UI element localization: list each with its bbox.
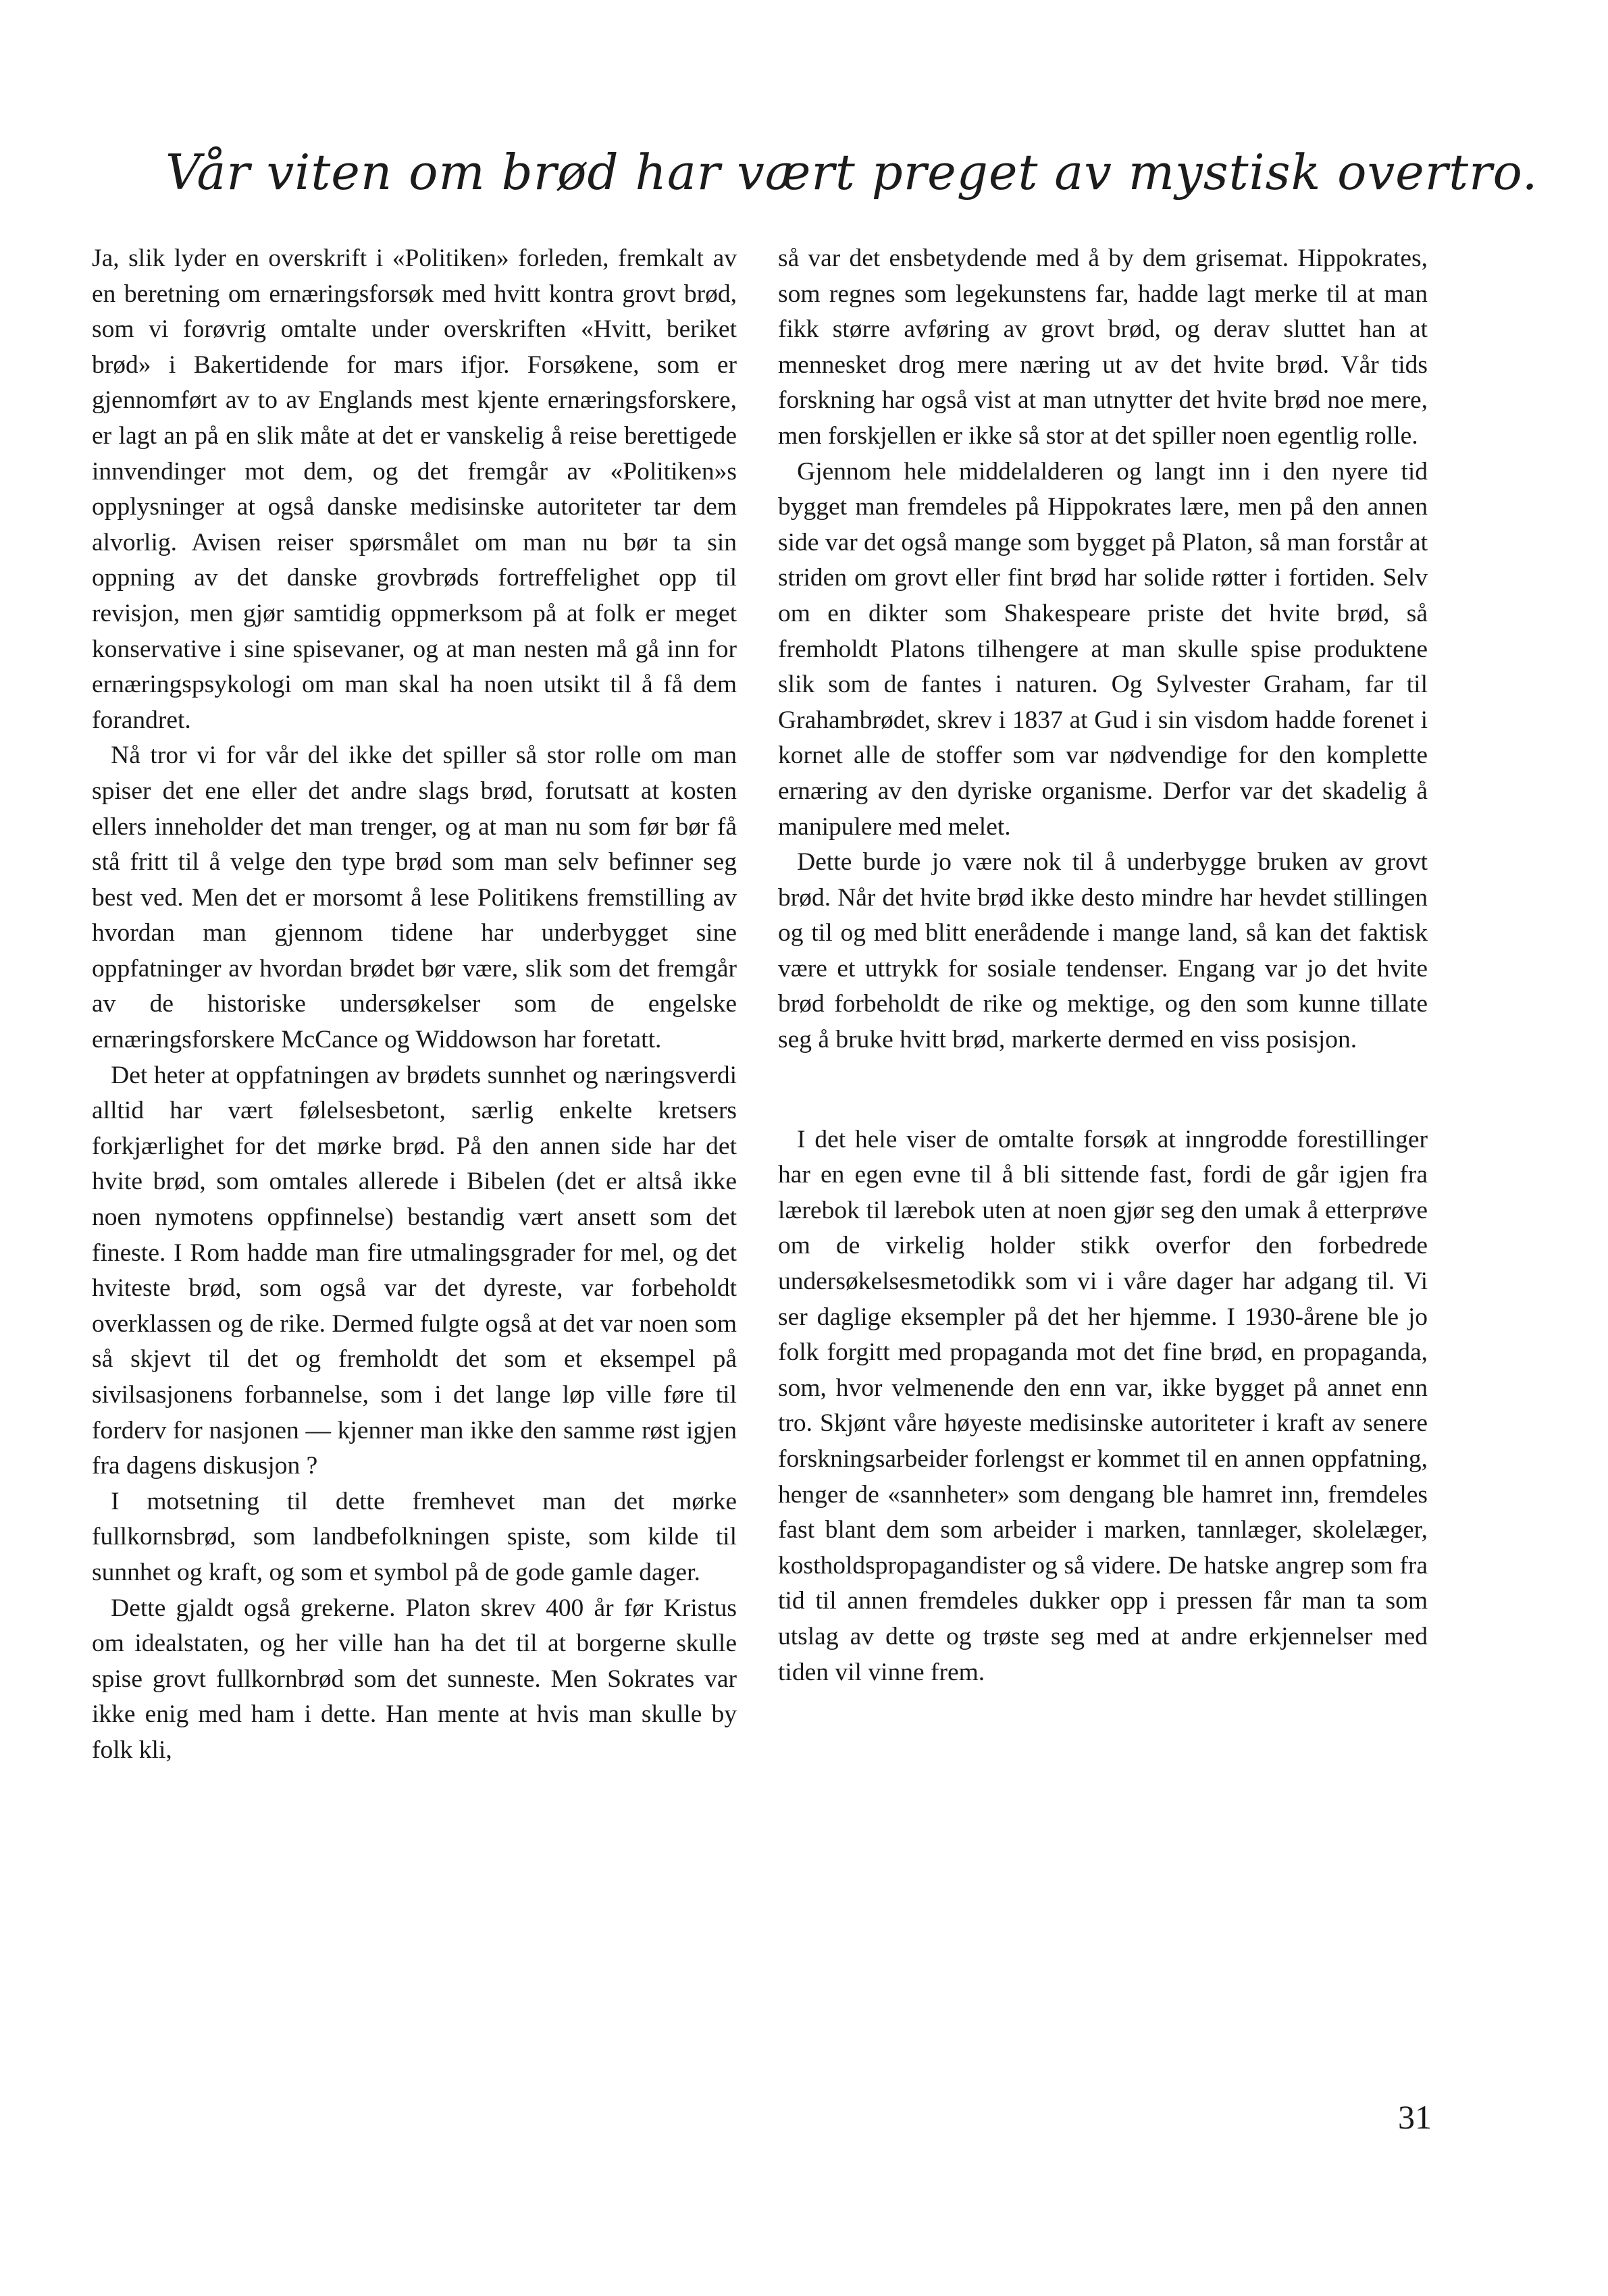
paragraph-left-5: Dette gjaldt også grekerne. Platon skrev 400 år før Kristus om idealstaten, og her ville han ha det til at borgerne skulle spise grovt fullkornbrød som det sunneste. Men Sokrates var ikke enig med ham i dette. Han mente at hvis man skulle by folk kli, xyxy=(92,1594,737,1764)
paragraph-left-2: Nå tror vi for vår del ikke det spiller så stor rolle om man spiser det ene eller det andre slags brød, forutsatt at kosten ellers inneholder det man trenger, og at man nu som før bør få stå fritt til å velge den type brød som man selv befinner seg best ved. Men det er morsomt å lese Politikens fremstilling av hvordan man gjennom tidene har underbygget sine oppfatninger av hvordan brødet bør være, slik som det fremgår av de historiske undersøkelser som de engelske ernæringsforskere McCance og Widdowson har foretatt. xyxy=(92,741,737,1054)
paragraph-right-3: Dette burde jo være nok til å underbygge bruken av grovt brød. Når det hvite brød ikke desto mindre har hevdet stillingen og til og med blitt enerådende i mange land, så kan det faktisk være et uttrykk for sosiale tendenser. Engang var jo det hvite brød forbeholdt de rike og mektige, og den som kunne tillate seg å bruke hvitt brød, markerte dermed en viss posisjon. xyxy=(778,848,1428,1054)
right-column xyxy=(778,241,1428,1690)
paragraph-left-3: Det heter at oppfatningen av brødets sunnhet og næringsverdi alltid har vært følelsesbetont, særlig enkelte kretsers forkjærlighet for det mørke brød. På den annen side har det hvite brød, som omtales allerede i Bibelen (det er altså ikke noen nymotens oppfinnelse) bestandig vært ansett som det fineste. I Rom hadde man fire utmalingsgrader for mel, og det hviteste brød, som også var det dyreste, var forbeholdt overklassen og de rike. Dermed fulgte også at det var noen som så skjevt til det og fremholdt det som et eksempel på sivilsasjonens forbannelse, som i det lange løp ville føre til forderv for nasjonen — kjenner man ikke den samme røst igjen fra dagens diskusjon ? xyxy=(92,1061,737,1480)
paragraph-left-4: I motsetning til dette fremhevet man det mørke fullkornsbrød, som landbefolkningen spiste, som kilde til sunnhet og kraft, og som et symbol på de gode gamle dager. xyxy=(92,1487,737,1586)
paragraph-right-4: I det hele viser de omtalte forsøk at inngrodde forestillinger har en egen evne til å bli sittende fast, fordi de går igjen fra lærebok til lærebok uten at noen gjør seg den umak å etterprøve om de virkelig holder stikk overfor den forbedrede undersøkelsesmetodikk som vi i våre dager har adgang til. Vi ser daglige eksempler på det her hjemme. I 1930-årene ble jo folk forgitt med propaganda mot det fine brød, en propaganda, som, hvor velmenende den enn var, ikke bygget på annet enn tro. Skjønt våre høyeste medisinske autoriteter i kraft av senere forskningsarbeider forlengst er kommet til en annen oppfatning, henger de «sannheter» som dengang ble hamret inn, fremdeles fast blant dem som arbeider i marken, tannlæger, skolelæger, kostholdspropagandister og så videre. De hatske angrep som fra tid til annen fremdeles dukker opp i pressen får man ta som utslag av dette og trøste seg med at andre erkjennelser med tiden vil vinne frem. xyxy=(778,1125,1428,1686)
paragraph-right-1: så var det ensbetydende med å by dem grisemat. Hippokrates, som regnes som legekunstens far, hadde lagt merke til at man fikk større avføring av grovt brød, og derav sluttet han at mennesket drog mere næring ut av det hvite brød. Vår tids forskning har også vist at man utnytter det hvite brød noe mere, men forskjellen er ikke så stor at det spiller noen egentlig rolle. xyxy=(778,244,1428,450)
article-title: Vår viten om brød har vært preget av mystisk overtro. xyxy=(165,144,1538,201)
paragraph-right-2: Gjennom hele middelalderen og langt inn i den nyere tid bygget man fremdeles på Hippokrates lære, men på den annen side var det også mange som bygget på Platon, så man forstår at striden om grovt eller fint brød har solide røtter i fortiden. Selv om en dikter som Shakespeare priste det hvite brød, så fremholdt Platons tilhengere at man skulle spise produktene slik som de fantes i naturen. Og Sylvester Graham, far til Grahambrødet, skrev i 1837 at Gud i sin visdom hadde forenet i kornet alle de stoffer som var nødvendige for den komplette ernæring av den dyriske organisme. Derfor var det skadelig å manipulere med melet. xyxy=(778,457,1428,841)
page-number: 31 xyxy=(1398,2098,1432,2136)
paragraph-left-1: Ja, slik lyder en overskrift i «Politiken» forleden, fremkalt av en beretning om ernæringsforsøk med hvitt kontra grovt brød, som vi forøvrig omtalte under overskriften «Hvitt, beriket brød» i Bakertidende for mars ifjor. Forsøkene, som er gjennomført av to av Englands mest kjente ernæringsforskere, er lagt an på en slik måte at det er vanskelig å reise berettigede innvendinger mot dem, og det fremgår av «Politiken»s opplysninger at også danske medisinske autoriteter tar dem alvorlig. Avisen reiser spørsmålet om man nu bør ta sin oppning av det danske grovbrøds fortreffelighet opp til revisjon, men gjør samtidig oppmerksom på at folk er meget konservative i sine spisevaner, og at man nesten må gå inn for ernæringspsykologi om man skal ha noen utsikt til å få dem forandret. xyxy=(92,244,737,734)
left-column xyxy=(92,241,737,1769)
